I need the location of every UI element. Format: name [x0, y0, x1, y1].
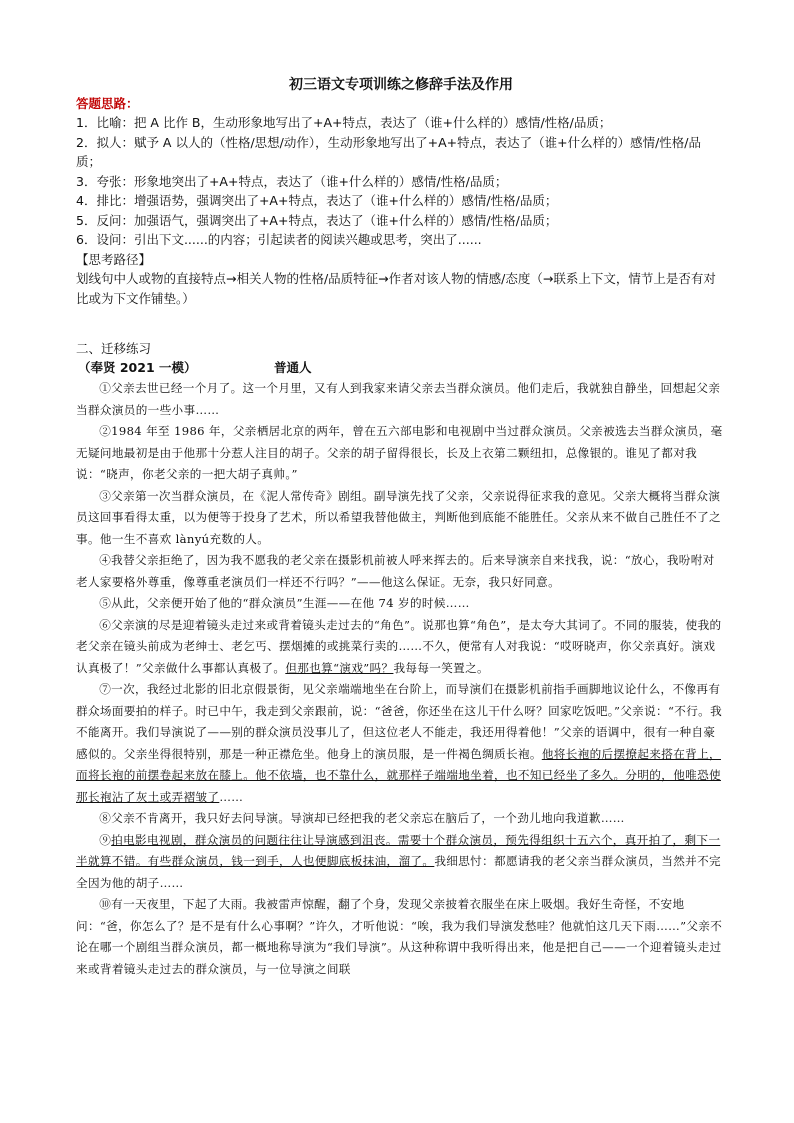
paragraph-text: ②1984 年至 1986 年，父亲栖居北京的两年，曾在五六部电影和电视剧中当过群众演员。父亲被选去当群众演员，毫无疑问地最初是由于他那十分惹人注目的胡子。父亲的胡子留得很长，长及上衣第二颗纽扣，总像银的。谁见了都对我说：“晓声，你老父亲的一把大胡子真帅。”	[76, 424, 723, 481]
paragraph	[76, 679, 726, 808]
method-item: 2．拟人：赋予 A 以人的（性格/思想/动作），生动形象地写出了+A+特点，表达了（谁+什么样的）感情/性格/品质；	[76, 134, 702, 169]
paragraph	[76, 830, 726, 895]
paragraph-text: ⑥父亲演的尽是迎着镜头走过来或背着镜头走过去的“角色”。说那也算“角色”，是太夸大其词了。不同的服装，使我的老父亲在镜头前成为老绅士、老乞丐、摆烟摊的或挑菜行卖的……不久，便常有人对我说：“哎呀晓声，你父亲真好。演戏认真极了！”父亲做什么事都认真极了。	[76, 617, 722, 675]
method-item: 1．比喻：把 A 比作 B，生动形象地写出了+A+特点，表达了（谁+什么样的）感情/性格/品质；	[76, 115, 612, 130]
page-title: 初三语文专项训练之修辞手法及作用	[289, 77, 513, 93]
paragraph	[76, 894, 726, 980]
paragraph	[76, 550, 726, 593]
paragraph-text: ⑤从此，父亲便开始了他的“群众演员”生涯——在他 74 岁的时候……	[99, 596, 470, 610]
source-line	[76, 358, 726, 378]
paragraph-text: ①父亲去世已经一个月了。这一个月里，又有人到我家来请父亲去当群众演员。他们走后，我就独自静坐，回想起父亲当群众演员的一些小事……	[76, 381, 721, 417]
paragraph	[76, 378, 726, 421]
underlined-sentence: 他将长袍的后摆撩起来搭在背上，而将长袍的前摆卷起来放在膝上。他不依墙，也不靠什么，就那样子端端地坐着，也不知已经坐了多久。分明的，他唯恐使那长袍沾了灰土或弄褶皱了	[76, 746, 721, 804]
paragraph-text: ⑦一次，我经过北影的旧北京假景街，见父亲端端地坐在台阶上，而导演们在摄影机前指手画脚地议论什么，不像再有群众场面要拍的样子。时已中午，我走到父亲跟前，说：“爸爸，你还坐在这儿干什么呀？回家吃饭吧。”父亲说：“不行。我不能离开。我们导演说了——别的群众演员没事儿了，但这位老人不能走，我还用得着他！”父亲的语调中，很有一种自豪感似的。父亲坐得很特别，那是一种正襟危坐。他身上的演员服，是一件褐色绸质长袍。	[76, 682, 723, 761]
paragraph	[76, 808, 726, 830]
method-item: 3．夸张：形象地突出了+A+特点，表达了（谁+什么样的）感情/性格/品质；	[76, 173, 508, 189]
underlined-sentence: 拍电影电视剧，群众演员的问题往往让导演感到沮丧。需要十个群众演员，预先得组织十五六个，真开拍了，剩下一半就算不错。有些群众演员，钱一到手，人也便脚底板抹油，溜了。	[76, 832, 721, 868]
reading-passage	[76, 378, 726, 980]
paragraph-text: ⑨	[99, 832, 112, 847]
paragraph-text: ⑧父亲不肯离开，我只好去问导演。导演却已经把我的老父亲忘在脑后了，一个劲儿地向我道歉……	[99, 811, 625, 825]
paragraph-text: ……	[219, 789, 244, 804]
section-heading: 二、迁移练习	[76, 341, 152, 356]
thinking-path-text: 划线句中人或物的直接特点→相关人物的性格/品质特征→作者对该人物的情感/态度（→联系上下文，情节上是否有对比或为下文作铺垫。）	[76, 271, 716, 306]
paragraph-text: ③父亲第一次当群众演员，在《泥人常传奇》剧组。副导演先找了父亲，父亲说得征求我的意见。父亲大概将当群众演员这回事看得太重，以为便等于投身了艺术，所以希望我替他做主，判断他到底能不能胜任。父亲从来不做自己胜任不了之事。他一生不喜欢 lànyú充数的人。	[76, 488, 721, 546]
method-item: 4．排比：增强语势，强调突出了+A+特点，表达了（谁+什么样的）感情/性格/品质；	[76, 193, 558, 208]
document-page	[76, 74, 726, 980]
method-item: 5．反问：加强语气，强调突出了+A+特点，表达了（谁+什么样的）感情/性格/品质；	[76, 212, 558, 228]
paragraph	[76, 593, 726, 615]
paragraph-text: ④我替父亲拒绝了，因为我不愿我的老父亲在摄影机前被人呼来挥去的。后来导演亲自来找我，说：“放心，我吩咐对老人家要格外尊重，像尊重老演员们一样还不行吗？”——他这么保证。无奈，我只好同意。	[76, 553, 715, 589]
paragraph	[76, 486, 726, 551]
paragraph	[76, 615, 726, 680]
source-label: （奉贤 2021 一模）	[78, 360, 197, 375]
thinking-path-heading: 【思考路径】	[76, 251, 152, 267]
paragraph-text: 我细思忖：都愿请我的老父亲当群众演员，当然并不完全因为他的胡子……	[76, 854, 721, 890]
article-title: 普通人	[274, 360, 312, 375]
paragraph	[76, 421, 726, 486]
method-item: 6．设问：引出下文......的内容；引起读者的阅读兴趣或思考，突出了......	[76, 232, 482, 247]
underlined-sentence: 但那也算“演戏”吗？	[285, 660, 394, 675]
answer-approach-heading: 答题思路：	[76, 96, 139, 111]
paragraph-text: ⑩有一天夜里，下起了大雨。我被雷声惊醒，翻了个身，发现父亲披着衣服坐在床上吸烟。我好生奇怪，不安地问：“爸，你怎么了？是不是有什么心事啊？”许久，才听他说：“唉，我为我们导演发愁哇？他就怕这几天下雨……”父亲不论在哪一个剧组当群众演员，都一概地称导演为“我们导演”。从这种称谓中我听得出来，他是把自己——一个迎着镜头走过来或背着镜头走过去的群众演员，与一位导演之间联	[76, 897, 723, 976]
paragraph-text: 我每每一笑置之。	[393, 660, 489, 675]
